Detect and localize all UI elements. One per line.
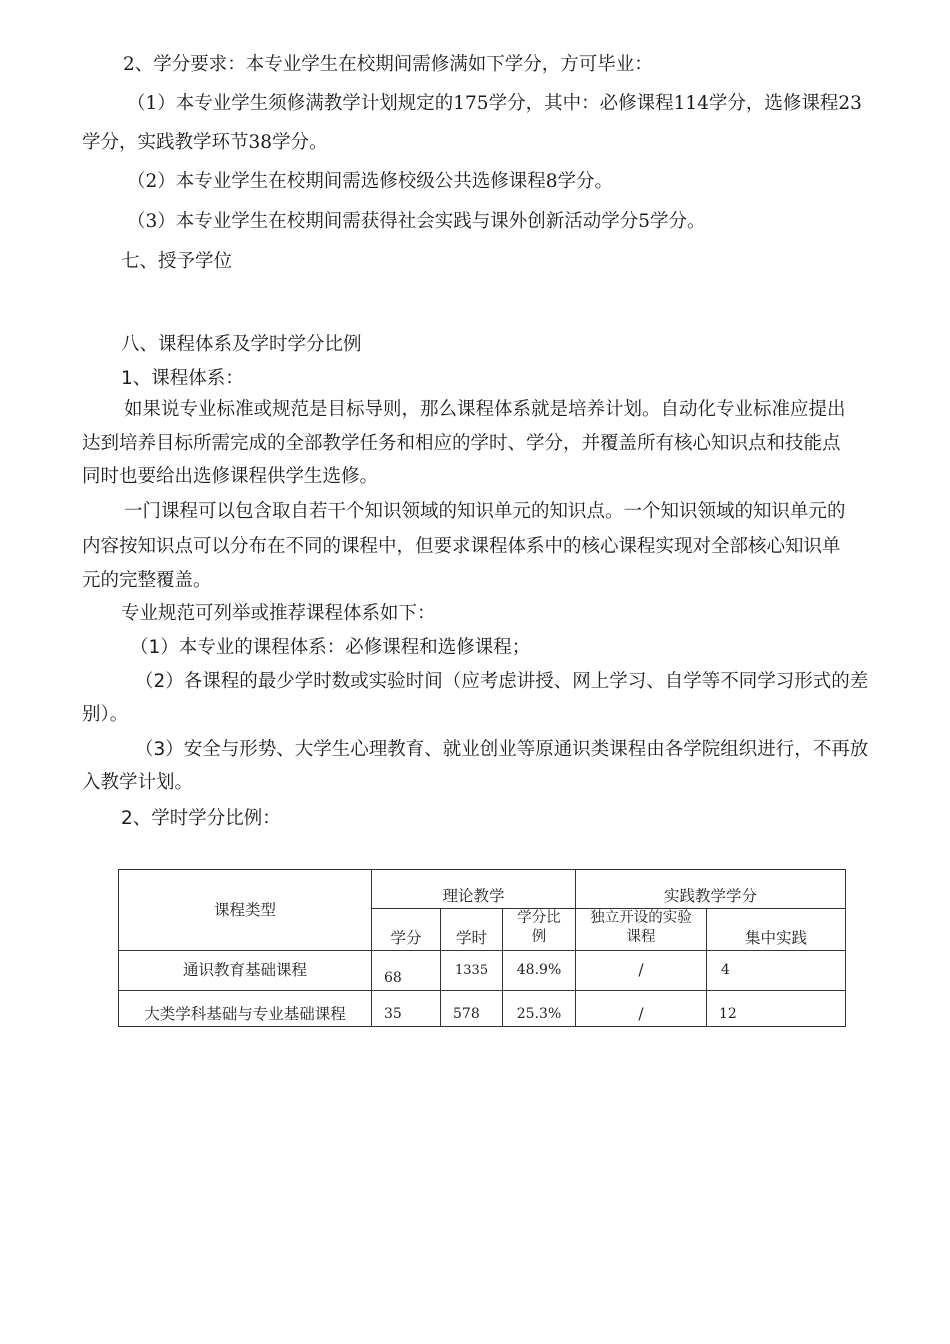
header-concentrated: 集中实践 [707,909,846,951]
header-credits: 学分 [372,909,441,951]
row-concentrated: 4 [707,951,846,991]
row-credits: 35 [372,991,441,1027]
body-para-1-line-1: 如果说专业标准或规范是目标导则，那么课程体系就是培养计划。自动化专业标准应提出 [124,399,846,420]
body-para-3: 专业规范可列举或推荐课程体系如下： [121,603,436,624]
row-credits: 68 [372,951,441,991]
row-ratio: 25.3% [503,991,576,1027]
credit-hours-table [118,869,846,1027]
list-item-3-line-1: （3）安全与形势、大学生心理教育、就业创业等原通识类课程由各学院组织进行，不再放 [135,739,869,760]
subsection-2-heading: 2、学时学分比例： [121,808,281,829]
list-item-1: （1）本专业的课程体系：必修课程和选修课程； [130,637,531,658]
header-hours: 学时 [441,909,503,951]
row-hours: 1335 [441,951,503,991]
row-hours: 578 [441,991,503,1027]
list-item-2-line-1: （2）各课程的最少学时数或实验时间（应考虑讲授、网上学习、自学等不同学习形式的差 [135,671,869,692]
credit-requirement-item-2: （2）本专业学生在校期间需选修校级公共选修课程8学分。 [127,171,614,192]
credit-requirement-item-1-cont: 学分，实践教学环节38学分。 [82,132,328,153]
row-ratio: 48.9% [503,951,576,991]
credit-requirement-heading: 2、学分要求：本专业学生在校期间需修满如下学分，方可毕业： [123,54,653,75]
section-8-heading: 八、课程体系及学时学分比例 [121,334,362,355]
body-para-1-line-2: 达到培养目标所需完成的全部教学任务和相应的学时、学分，并覆盖所有核心知识点和技能点 [82,433,841,454]
row-course-type: 通识教育基础课程 [119,951,372,991]
row-independent-lab: / [576,951,707,991]
body-para-2-line-1: 一门课程可以包含取自若干个知识领域的知识单元的知识点。一个知识领域的知识单元的 [124,501,846,522]
section-7-heading: 七、授予学位 [121,251,233,272]
credit-requirement-item-1: （1）本专业学生须修满教学计划规定的175学分，其中：必修课程114学分，选修课程23 [127,93,862,114]
header-independent-lab: 独立开设的实验课程 [576,909,707,951]
header-theory: 理论教学 [372,870,576,909]
row-course-type: 大类学科基础与专业基础课程 [119,991,372,1027]
header-course-type: 课程类型 [119,870,372,951]
list-item-2-line-2: 别）。 [82,704,129,725]
subsection-1-heading: 1、课程体系： [121,368,244,389]
credit-requirement-item-3: （3）本专业学生在校期间需获得社会实践与课外创新活动学分5学分。 [127,211,706,232]
header-practice: 实践教学学分 [576,870,846,909]
row-concentrated: 12 [707,991,846,1027]
body-para-2-line-2: 内容按知识点可以分布在不同的课程中，但要求课程体系中的核心课程实现对全部核心知识单 [82,536,841,557]
row-independent-lab: / [576,991,707,1027]
list-item-3-line-2: 入教学计划。 [82,772,194,793]
table-row [119,951,846,991]
body-para-1-line-3: 同时也要给出选修课程供学生选修。 [82,466,379,487]
header-ratio: 学分比例 [503,909,576,951]
body-para-2-line-3: 元的完整覆盖。 [82,570,212,591]
table-row [119,991,846,1027]
